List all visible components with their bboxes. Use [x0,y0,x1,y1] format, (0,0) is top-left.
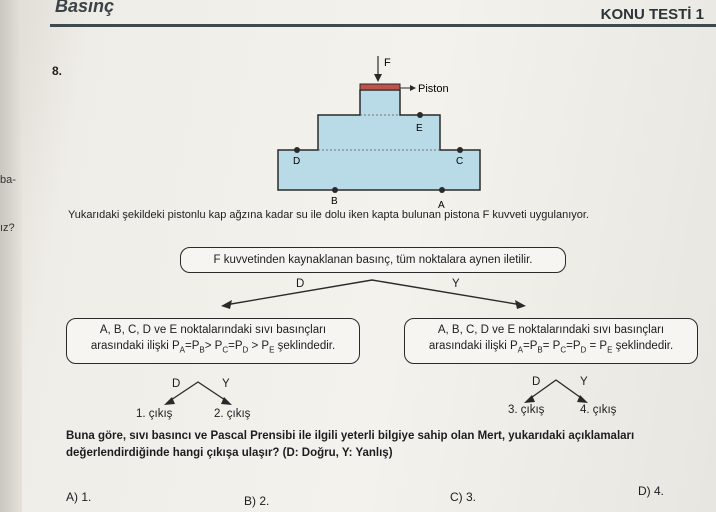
main-branch-left-head [221,300,232,309]
branch-label-d: D [296,278,305,290]
statement-box-left [66,318,360,364]
right-sub-label-y: Y [580,376,588,388]
header-title: Basınç [55,0,115,16]
margin-text-a: ba- [0,174,16,186]
margin-text-b: ız? [0,222,15,234]
branch-label-y: Y [452,278,460,290]
left-box-line2: arasındaki ilişki $P_A=P_B> P_C=P_D > P_E$ şeklindedir. [90,340,336,355]
left-sub-label-y: Y [222,378,230,390]
point-b-label: B [331,196,338,207]
right-box-line1: A, B, C, D ve E noktalarındaki sıvı basınçları [437,324,665,336]
option-a[interactable]: A) 1. [66,490,92,504]
question-number: 8. [52,64,63,78]
principle-box: F kuvvetinden kaynaklanan basınç, tüm noktalara aynen iletilir. [180,247,566,273]
test-title: KONU TESTİ 1 [600,6,704,23]
option-c[interactable]: C) 3. [450,490,477,504]
left-box-line1: A, B, C, D ve E noktalarındaki sıvı basınçları [99,324,327,336]
point-c-label: C [456,156,464,167]
force-label: F [384,57,391,69]
left-sub-label-d: D [172,378,181,390]
question-line2: değerlendirdiğinde hangi çıkışa ulaşır? (D: Doğru, Y: Yanlış) [66,447,393,459]
point-d-label: D [293,156,301,167]
main-branch-line [225,280,522,305]
exit-4: 4. çıkış [580,404,617,416]
statement-box-right [404,318,698,364]
main-branch-right-head [515,300,526,309]
question-statement: Yukarıdaki şekildeki pistonlu kap ağzına kadar su ile dolu iken kapta bulunan pistona F kuvveti uygulanıyor. [68,209,589,221]
question-text [66,428,716,462]
question-line1: Buna göre, sıvı basıncı ve Pascal Prensibi ile ilgili yeterli bilgiye sahip olan Mert, yukarıdaki açıklamaları [66,430,635,442]
option-d[interactable]: D) 4. [638,484,665,498]
exit-1: 1. çıkış [136,408,173,420]
option-b[interactable]: B) 2. [244,494,270,508]
right-sub-label-d: D [532,376,541,388]
exit-3: 3. çıkış [508,404,545,416]
point-a-label: A [438,200,445,210]
point-e-label: E [416,123,423,134]
piston-label: Piston [418,83,449,95]
exit-2: 2. çıkış [214,408,251,420]
right-box-line2: arasındaki ilişki $P_A=P_B= P_C=P_D = P_E$ şeklindedir. [428,340,674,355]
